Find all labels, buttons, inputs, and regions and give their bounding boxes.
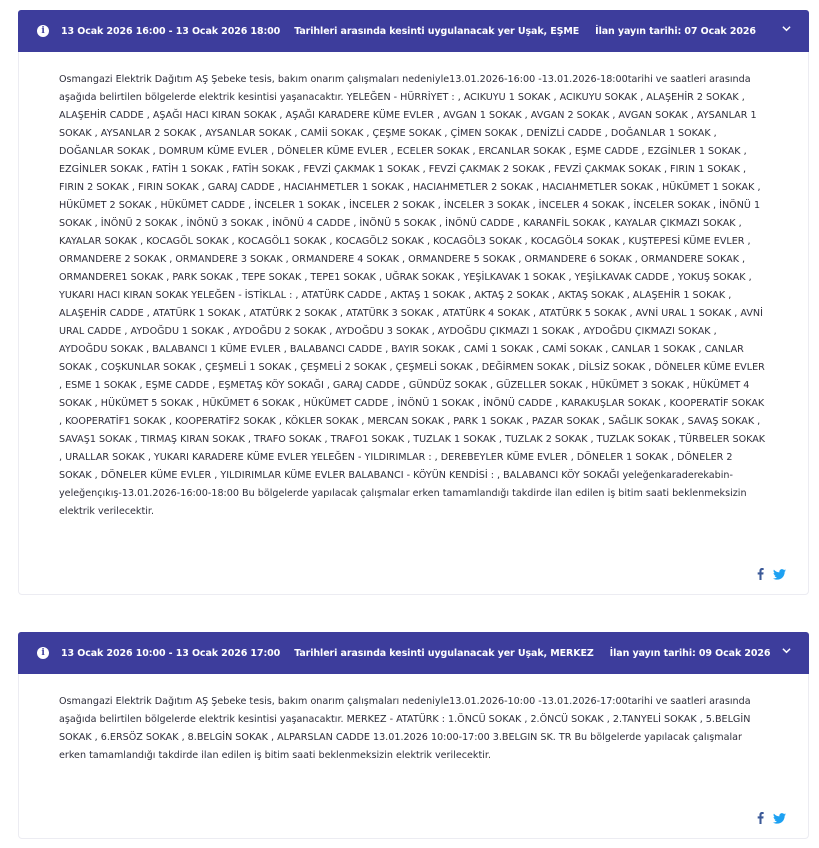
chevron-down-icon[interactable] xyxy=(782,646,791,655)
twitter-icon[interactable] xyxy=(773,569,786,580)
notice-publish-date: İlan yayın tarihi: 07 Ocak 2026 xyxy=(595,25,756,37)
notice-card xyxy=(18,10,809,595)
notice-location: Uşak, MERKEZ xyxy=(517,647,594,659)
chevron-down-icon[interactable] xyxy=(782,24,791,33)
notice-card xyxy=(18,632,809,839)
twitter-icon[interactable] xyxy=(773,813,786,824)
notice-body: Osmangazi Elektrik Dağıtım AŞ Şebeke tesis, bakım onarım çalışmaları nedeniyle13.01.2026-10:00 -13.01.2026-17:00tarihi ve saatleri arasında aşağıda belirtilen bölgelerde elektrik kesintisi yaşanacaktır. MERKEZ - ATATÜRK : 1.ÖNCÜ SOKAK , 2.ÖNCÜ SOKAK , 2.TANYELİ SOKAK , 5.BELGİN SOKAK , 6.ERSÖZ SOKAK , 8.BELGİN SOKAK , ALPARSLAN CADDE 13.01.2026 10:00-17:00 3.BELGIN SK. TR Bu bölgelerde yapılacak çalışmalar erken tamamlandığı takdirde ilan edilen iş bitim saati beklenmeksizin elektrik verilecektir. xyxy=(59,696,751,761)
notice-header[interactable] xyxy=(18,10,809,52)
notice-date-range: 13 Ocak 2026 16:00 - 13 Ocak 2026 18:00 xyxy=(61,25,281,37)
share-buttons xyxy=(757,812,786,824)
share-buttons xyxy=(757,568,786,580)
notice-date-range: 13 Ocak 2026 10:00 - 13 Ocak 2026 17:00 xyxy=(61,647,281,659)
info-icon: i xyxy=(37,25,49,37)
notice-location-line xyxy=(294,26,579,37)
facebook-icon[interactable] xyxy=(757,568,764,580)
notice-location: Uşak, EŞME xyxy=(517,25,580,37)
notice-body: Osmangazi Elektrik Dağıtım AŞ Şebeke tesis, bakım onarım çalışmaları nedeniyle13.01.2026-16:00 -13.01.2026-18:00tarihi ve saatleri arasında aşağıda belirtilen bölgelerde elektrik kesintisi yaşanacaktır. YELEĞEN - HÜRRİYET : , ACIKUYU 1 SOKAK , ACIKUYU SOKAK , ALAŞEHİR 2 SOKAK , ALAŞEHİR CADDE , AŞAĞI HACI KIRAN SOKAK , AŞAĞI KARADERE KÜME EVLER , AVGAN 1 SOKAK , AVGAN 2 SOKAK , AVGAN SOKAK , AYSANLAR 1 SOKAK , AYSANLAR 2 SOKAK , AYSANLAR SOKAK , CAMİİ SOKAK , ÇEŞME SOKAK , ÇİMEN SOKAK , DENİZLİ CADDE , DOĞANLAR 1 SOKAK , DOĞANLAR SOKAK , DOMRUM KÜME EVLER , DÖNELER KÜME EVLER , ECELER SOKAK , ERCANLAR SOKAK , EŞME CADDE , EZGİNLER 1 SOKAK , EZGİNLER SOKAK , FATİH 1 SOKAK , FATİH SOKAK , FEVZİ ÇAKMAK 1 SOKAK , FEVZİ ÇAKMAK 2 SOKAK , FEVZİ ÇAKMAK SOKAK , FIRIN 1 SOKAK , FIRIN 2 SOKAK , FIRIN SOKAK , GARAJ CADDE , HACIAHMETLER 1 SOKAK , HACIAHMETLER 2 SOKAK , HACIAHMETLER SOKAK , HÜKÜMET 1 SOKAK , HÜKÜMET 2 SOKAK , HÜKÜMET CADDE , İNCELER 1 SOKAK , İNCELER 2 SOKAK , İNCELER 3 SOKAK , İNCELER 4 SOKAK , İNCELER SOKAK , İNÖNÜ 1 SOKAK , İNÖNÜ 2 SOKAK , İNÖNÜ 3 SOKAK , İNÖNÜ 4 CADDE , İNÖNÜ 5 SOKAK , İNÖNÜ CADDE , KARANFİL SOKAK , KAYALAR ÇIKMAZI SOKAK , KAYALAR SOKAK , KOCAGÖL SOKAK , KOCAGÖL1 SOKAK , KOCAGÖL2 SOKAK , KOCAGÖL3 SOKAK , KOCAGÖL4 SOKAK , KUŞTEPESİ KÜME EVLER , ORMANDERE 2 SOKAK , ORMANDERE 3 SOKAK , ORMANDERE 4 SOKAK , ORMANDERE 5 SOKAK , ORMANDERE 6 SOKAK , ORMANDERE SOKAK , ORMANDERE1 SOKAK , PARK SOKAK , TEPE SOKAK , TEPE1 SOKAK , UĞRAK SOKAK , YEŞİLKAVAK 1 SOKAK , YEŞİLKAVAK CADDE , YOKUŞ SOKAK , YUKARI HACI KIRAN SOKAK YELEĞEN - İSTİKLAL : , ATATÜRK CADDE , AKTAŞ 1 SOKAK , AKTAŞ 2 SOKAK , AKTAŞ SOKAK , ALAŞEHİR 1 SOKAK , ALAŞEHİR CADDE , ATATÜRK 1 SOKAK , ATATÜRK 2 SOKAK , ATATÜRK 3 SOKAK , ATATÜRK 4 SOKAK , ATATÜRK 5 SOKAK , AVNİ URAL 1 SOKAK , AVNİ URAL CADDE , AYDOĞDU 1 SOKAK , AYDOĞDU 2 SOKAK , AYDOĞDU 3 SOKAK , AYDOĞDU ÇIKMAZI 1 SOKAK , AYDOĞDU ÇIKMAZI SOKAK , AYDOĞDU SOKAK , BALABANCI 1 KÜME EVLER , BALABANCI CADDE , BAYIR SOKAK , CAMİ 1 SOKAK , CAMİ SOKAK , CANLAR 1 SOKAK , CANLAR SOKAK , COŞKUNLAR SOKAK , ÇEŞMELİ 1 SOKAK , ÇEŞMELİ 2 SOKAK , ÇEŞMELİ SOKAK , DEĞİRMEN SOKAK , DİLSİZ SOKAK , DÖNELER KÜME EVLER , ESME 1 SOKAK , EŞME CADDE , EŞMETAŞ KÖY SOKAĞI , GARAJ CADDE , GÜNDÜZ SOKAK , GÜZELLER SOKAK , HÜKÜMET 3 SOKAK , HÜKÜMET 4 SOKAK , HÜKÜMET 5 SOKAK , HÜKÜMET 6 SOKAK , HÜKÜMET CADDE , İNÖNÜ 1 SOKAK , İNÖNÜ CADDE , KARAKUŞLAR SOKAK , KOOPERATİF SOKAK , KOOPERATİF1 SOKAK , KOOPERATİF2 SOKAK , KÖKLER SOKAK , MERCAN SOKAK , PARK 1 SOKAK , PAZAR SOKAK , SAĞLIK SOKAK , SAVAŞ SOKAK , SAVAŞ1 SOKAK , TIRMAŞ KIRAN SOKAK , TRAFO SOKAK , TRAFO1 SOKAK , TUZLAK 1 SOKAK , TUZLAK 2 SOKAK , TUZLAK SOKAK , TÜRBELER SOKAK , URALLAR SOKAK , YUKARI KARADERE KÜME EVLER YELEĞEN - YILDIRIMLAR : , DEREBEYLER KÜME EVLER , DÖNELER 1 SOKAK , DÖNELER 2 SOKAK , DÖNELER KÜME EVLER , YILDIRIMLAR KÜME EVLER BALABANCI - KÖYÜN KENDİSİ : , BALABANCI KÖY SOKAĞI yeleğenkaraderekabin-yeleğençıkış-13.01.2026-16:00-18:00 Bu bölgelerde yapılacak çalışmalar erken tamamlandığı takdirde ilan edilen iş bitim saati beklenmeksizin elektrik verilecektir. xyxy=(59,74,766,517)
notice-header[interactable] xyxy=(18,632,809,674)
notice-info-prefix: Tarihleri arasında kesinti uygulanacak yer xyxy=(294,25,515,37)
notice-info-prefix: Tarihleri arasında kesinti uygulanacak yer xyxy=(294,647,515,659)
facebook-icon[interactable] xyxy=(757,812,764,824)
notice-location-line xyxy=(294,648,593,659)
notice-publish-date: İlan yayın tarihi: 09 Ocak 2026 xyxy=(609,647,771,659)
info-icon: i xyxy=(37,647,49,659)
